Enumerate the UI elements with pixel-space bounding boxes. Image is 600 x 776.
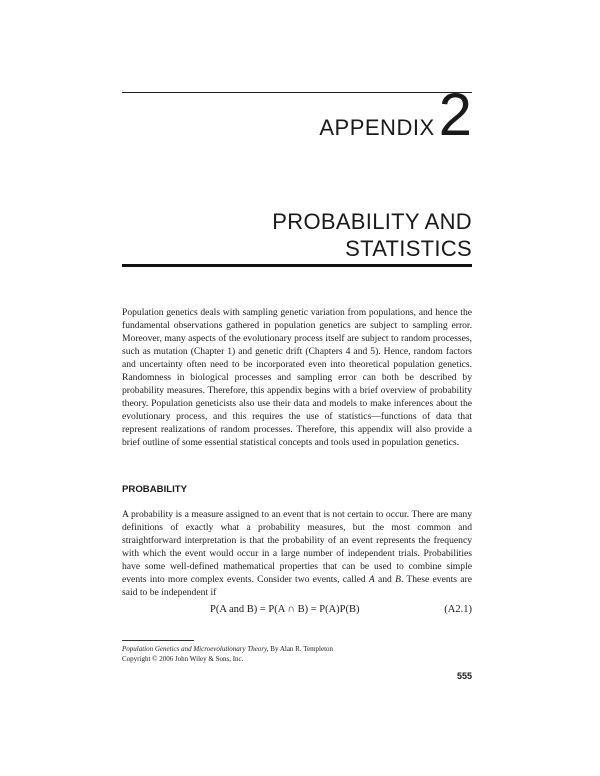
chapter-title-line2: STATISTICS — [345, 236, 472, 261]
title-rule — [122, 264, 472, 267]
probability-paragraph-tail: . These events are said to be independent if — [122, 574, 472, 598]
chapter-title-line1: PROBABILITY AND — [272, 209, 472, 234]
footnote-rule — [122, 640, 194, 641]
page-number: 555 — [456, 671, 472, 681]
event-b: B — [395, 574, 401, 585]
section-heading: PROBABILITY — [122, 484, 188, 495]
book-title: Population Genetics and Microevolutionary Theory, — [122, 645, 269, 653]
appendix-word: APPENDIX — [319, 115, 435, 140]
intro-paragraph: Population genetics deals with sampling genetic variation from populations, and hence the fundamental observations gathered in population genetics are subject to sampling error. Moreover, many aspects of the evolutionary process itself are subject to random processes, such as mutation (Chapter 1) and genetic drift (Chapters 4 and 5). Hence, random factors and uncertainty often need to be incorporated even into theoretical population genetics. Randomness in biological processes and sampling error can both be described by probability measures. Therefore, this appendix begins with a brief overview of probability theory. Population geneticists also use their data and models to make inferences about the evolutionary process, and this requires the use of statistics—functions of data that represent realizations of random processes. Therefore, this appendix will also provide a brief outline of some essential statistical concepts and tools used in population genetics. — [122, 307, 472, 448]
appendix-label — [319, 81, 472, 148]
probability-paragraph-main: A probability is a measure assigned to an event that is not certain to occur. There are many definitions of exactly what a probability measures, but the most common and straightforward interpretation is that the probability of an event represents the frequency with which the event would occur in a large number of independent trials. Probabilities have some well-defined mathematical properties that can be used to combine simple events into more complex events. Consider two events, called — [122, 509, 472, 585]
footer-credit — [122, 644, 333, 654]
probability-paragraph — [122, 508, 472, 599]
book-author: By Alan R. Templeton — [270, 645, 334, 653]
copyright-line: Copyright © 2006 John Wiley & Sons, Inc. — [122, 655, 244, 663]
appendix-number: 2 — [438, 81, 472, 148]
equation-a2-1: P(A and B) = P(A ∩ B) = P(A)P(B) — [210, 604, 360, 615]
event-a: A — [368, 574, 375, 585]
chapter-title — [272, 208, 472, 262]
conjunction: and — [378, 574, 392, 585]
equation-number: (A2.1) — [444, 604, 472, 615]
